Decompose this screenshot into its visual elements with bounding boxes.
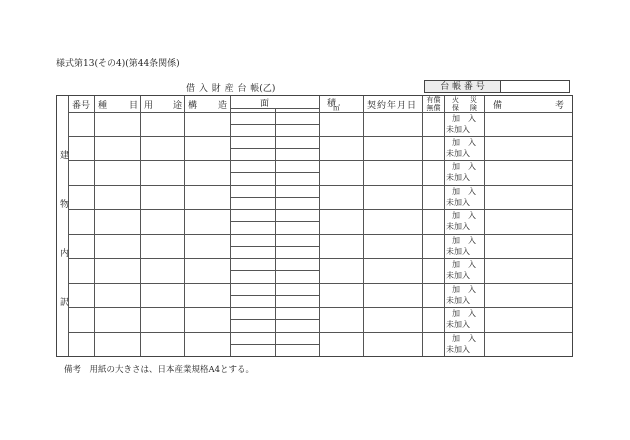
footer-remark: 備考 用紙の大きさは、日本産業規格A4とする。 (64, 365, 255, 375)
insurance-cell (446, 161, 478, 183)
ledger-title: 借 入 財 産 台 帳(乙) (186, 84, 276, 94)
header-paid-line2: 無償 (426, 104, 441, 112)
insured-text: 加 入 (452, 334, 476, 343)
area-sub-line (230, 319, 319, 320)
header-structure: 造 (218, 101, 228, 111)
ledger-number-box (424, 80, 570, 93)
insured-text: 加 入 (452, 309, 476, 318)
row-line (68, 307, 572, 308)
insured-text: 加 入 (452, 260, 476, 269)
insured-text: 加 入 (452, 187, 476, 196)
side-label-char: 訳 (60, 298, 70, 308)
not-insured-text: 未加入 (446, 173, 470, 182)
form-label: 様式第13(その4)(第44条関係) (56, 59, 180, 69)
insurance-cell (446, 235, 478, 257)
col-line (444, 96, 445, 356)
not-insured-text: 未加入 (446, 222, 470, 231)
insurance-cell (446, 308, 478, 330)
header-fire (447, 96, 464, 112)
insurance-cell (446, 333, 478, 355)
header-fire-line4: 険 (470, 104, 477, 112)
not-insured-text: 未加入 (446, 247, 470, 256)
header-remarks: 考 (555, 101, 565, 111)
insurance-cell (446, 186, 478, 208)
col-line (68, 96, 69, 356)
header-number: 番号 (72, 101, 91, 111)
insurance-cell (446, 210, 478, 232)
area-sub-line (230, 124, 319, 125)
not-insured-text: 未加入 (446, 345, 470, 354)
col-line (319, 96, 320, 356)
header-area: 積 (327, 99, 337, 109)
header-contract-date: 契約年月日 (367, 101, 418, 111)
insurance-cell (446, 259, 478, 281)
col-line (94, 96, 95, 356)
header-use: 用 (144, 101, 154, 111)
insurance-cell (446, 284, 478, 306)
header-insurance (465, 96, 482, 112)
insured-text: 加 入 (452, 285, 476, 294)
col-line (484, 96, 485, 356)
area-sub-line (230, 270, 319, 271)
header-paid (423, 96, 444, 112)
header-type: 目 (129, 101, 139, 111)
ledger-table (56, 95, 573, 357)
row-line (68, 332, 572, 333)
header-remarks: 備 (493, 101, 503, 111)
area-sub-line (230, 221, 319, 222)
row-line (68, 209, 572, 210)
insured-text: 加 入 (452, 162, 476, 171)
insured-text: 加 入 (452, 114, 476, 123)
ledger-number-field[interactable] (502, 81, 569, 92)
header-fire-line1: 火 (452, 96, 459, 104)
insured-text: 加 入 (452, 211, 476, 220)
area-sub-line (230, 246, 319, 247)
side-label-char: 内 (60, 249, 70, 259)
insurance-cell (446, 137, 478, 159)
insured-text: 加 入 (452, 236, 476, 245)
area-sub-line (230, 295, 319, 296)
area-sub-line (230, 108, 319, 109)
area-sub-line (230, 197, 319, 198)
col-line (184, 96, 185, 356)
header-area: 面 (260, 99, 270, 109)
header-paid-line1: 有償 (426, 96, 441, 104)
not-insured-text: 未加入 (446, 125, 470, 134)
row-line (68, 136, 572, 137)
row-line (68, 160, 572, 161)
not-insured-text: 未加入 (446, 198, 470, 207)
row-line (68, 185, 572, 186)
header-fire-line3: 保 (452, 104, 459, 112)
row-line (68, 283, 572, 284)
header-type: 種 (98, 101, 108, 111)
row-line (68, 234, 572, 235)
area-sub-line (230, 148, 319, 149)
header-line (68, 112, 572, 113)
insurance-cell (446, 113, 478, 135)
not-insured-text: 未加入 (446, 296, 470, 305)
side-label-char: 物 (60, 200, 70, 210)
header-structure: 構 (188, 101, 198, 111)
not-insured-text: 未加入 (446, 271, 470, 280)
header-area-unit: ㎡ (333, 104, 340, 112)
col-line (422, 96, 423, 356)
side-label-char: 建 (60, 151, 70, 161)
header-use: 途 (173, 101, 183, 111)
col-line (140, 96, 141, 356)
area-sub-line (230, 172, 319, 173)
col-line (363, 96, 364, 356)
area-sub-line (230, 344, 319, 345)
ledger-number-label: 台 帳 番 号 (425, 81, 501, 92)
row-line (68, 258, 572, 259)
not-insured-text: 未加入 (446, 320, 470, 329)
insured-text: 加 入 (452, 138, 476, 147)
col-line (230, 96, 231, 356)
not-insured-text: 未加入 (446, 149, 470, 158)
header-fire-line2: 災 (470, 96, 477, 104)
